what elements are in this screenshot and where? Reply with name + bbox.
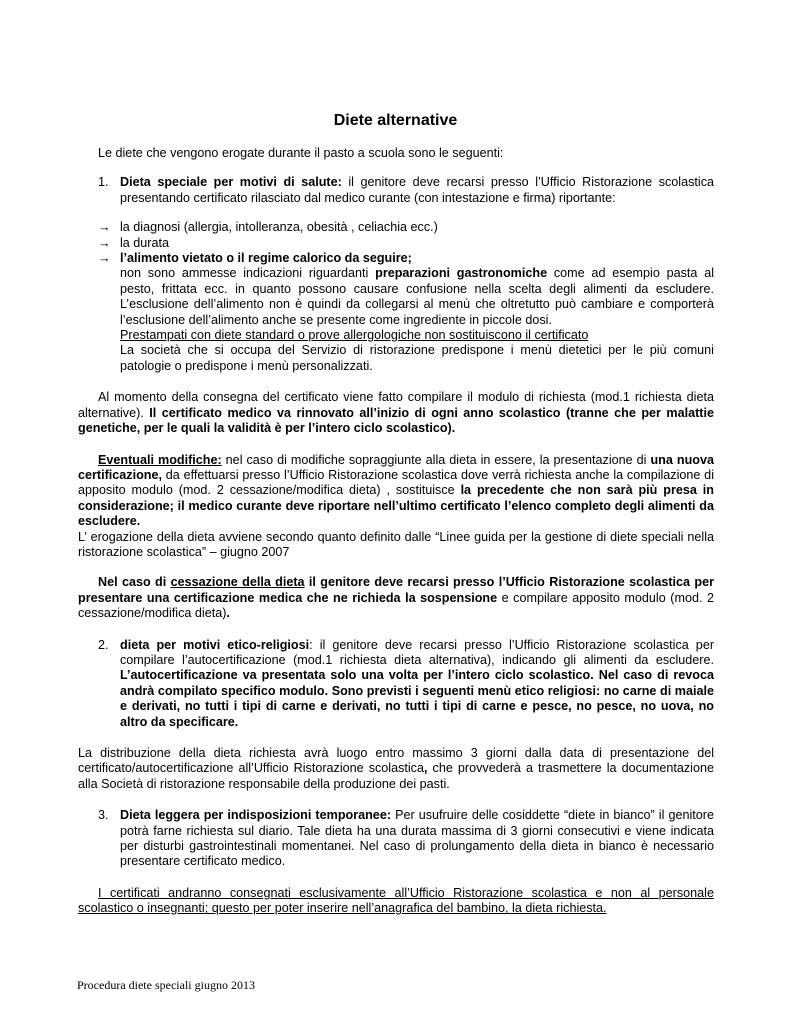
bullet-diagnosi	[78, 220, 714, 235]
page-title: Diete alternative	[333, 112, 458, 129]
document-body	[78, 146, 714, 917]
list-item-3: 3. Dieta leggera per indisposizioni temporanee: Per usufruire delle cosiddette “diete in bianco” il genitore potrà farne richiesta sul diario. Tale dieta ha una durata massima di 3 giorni consecutivi e viene indicata per disturbi gastrointestinali momentanei. Nel caso di prolungamento della dieta in bianco è necessario presentare certificato medico.	[98, 808, 714, 869]
list-number: 3.	[98, 808, 109, 823]
list-item-2: 2. dieta per motivi etico-religiosi: il genitore deve recarsi presso l’Ufficio Ristorazione scolastica per compilare l’autocertificazione (mod.1 richiesta dieta alternativa), indicando gli alimenti da escludere. L’autocertificazione va presentata solo una volta per l’intero ciclo scolastico. Nel caso di revoca andrà compilato specifico modulo. Sono previsti i seguenti menù etico religiosi: no carne di maiale e derivati, no tutti i tipi di carne e derivati, no tutti i tipi di carne e pesce, no pesce, no uova, no altro da specificare.	[98, 637, 715, 729]
bullet-text: la durata	[120, 235, 170, 250]
list-item-text: il genitore deve recarsi presso l’Ufficio Ristorazione scolastica presentando certificato rilasciato dal medico curante (con intestazione e firma) riportante:	[120, 175, 714, 205]
detail-paragraph: non sono ammesse indicazioni riguardanti preparazioni gastronomiche come ad esempio pasta al pesto, frittata ecc. in quanto possono causare confusione nella scelta degli alimenti da escludere. L’esclusione dell’alimento non è quindi da collegarsi al menù che oltretutto può cambiare e comporterà l’esclusione dell’alimento anche se presente come ingrediente in piccole dosi.	[120, 266, 715, 327]
list-item-heading: dieta per motivi etico-religiosi	[120, 637, 310, 652]
page-footer: Procedura diete speciali giugno 2013	[77, 978, 255, 992]
cessazione-paragraph: Nel caso di cessazione della dieta il genitore deve recarsi presso l’Ufficio Ristorazione scolastica per presentare una certificazione medica che ne richieda la sospensione e compilare apposito modulo (mod. 2 cessazione/modifica dieta).	[78, 575, 715, 621]
list-number: 1.	[98, 175, 109, 190]
certificati-paragraph: I certificati andranno consegnati esclusivamente all’Ufficio Ristorazione scolastica e non al personale scolastico o insegnanti; questo per poter inserire nell’anagrafica del bambino, la dieta richiesta.	[78, 885, 714, 916]
modifiche-block: Eventuali modifiche: nel caso di modifiche sopraggiunte alla dieta in essere, la presentazione di una nuova certificazione, da effettuarsi presso l’Ufficio Ristorazione scolastica dove verrà richiesta anche la compilazione di apposito modulo (mod. 2 cessazione/modifica dieta) , sostituisce la precedente che non sarà più presa in considerazione; il medico curante deve riportare nell’ultimo certificato l’elenco completo degli alimenti da escludere. L’ erogazione della dieta avviene secondo quanto definito dalle “Linee guida per la gestione di diete speciali nella ristorazione scolastica” – giugno 2007	[78, 452, 714, 559]
intro-paragraph: Le diete che vengono erogate durante il pasto a scuola sono le seguenti:	[98, 146, 504, 160]
modifiche-heading: Eventuali modifiche:	[98, 452, 222, 467]
bullet-alimento	[78, 251, 714, 266]
list-item-heading: Dieta speciale per motivi di salute:	[120, 175, 342, 190]
distribuzione-paragraph: La distribuzione della dieta richiesta avrà luogo entro massimo 3 giorni dalla data di presentazione del certificato/autocertificazione all’Ufficio Ristorazione scolastica, che provvederà a trasmettere la documentazione alla Società di ristorazione responsabile della produzione dei pasti.	[78, 746, 714, 791]
bullet-text: l’alimento vietato o il regime calorico da seguire;	[120, 251, 412, 266]
list-number: 2.	[98, 637, 109, 652]
arrow-icon: →	[98, 251, 111, 266]
consegna-paragraph: Al momento della consegna del certificato viene fatto compilare il modulo di richiesta (mod.1 richiesta dieta alternative). Il certificato medico va rinnovato all’inizio di ogni anno scolastico (tranne che per malattie genetiche, per le quali la validità è per l’intero ciclo scolastico).	[78, 390, 715, 436]
arrow-icon: →	[98, 235, 111, 250]
prestampati-note: Prestampati con diete standard o prove allergologiche non sostituiscono il certificato	[120, 328, 589, 343]
bullet-durata	[78, 236, 714, 251]
societa-note: La società che si occupa del Servizio di ristorazione predispone i menù dietetici per le più comuni patologie o predispone i menù personalizzati.	[120, 343, 714, 373]
linee-guida-paragraph: L’ erogazione della dieta avviene secondo quanto definito dalle “Linee guida per la gestione di diete speciali nella ristorazione scolastica” – giugno 2007	[78, 529, 714, 559]
bullet-text: la diagnosi (allergia, intolleranza, obesità , celiachia ecc.)	[120, 220, 438, 235]
arrow-icon: →	[98, 220, 111, 235]
detail-block	[78, 266, 714, 374]
list-item-heading: Dieta leggera per indisposizioni temporanee:	[120, 808, 392, 823]
list-item-1	[78, 175, 714, 206]
